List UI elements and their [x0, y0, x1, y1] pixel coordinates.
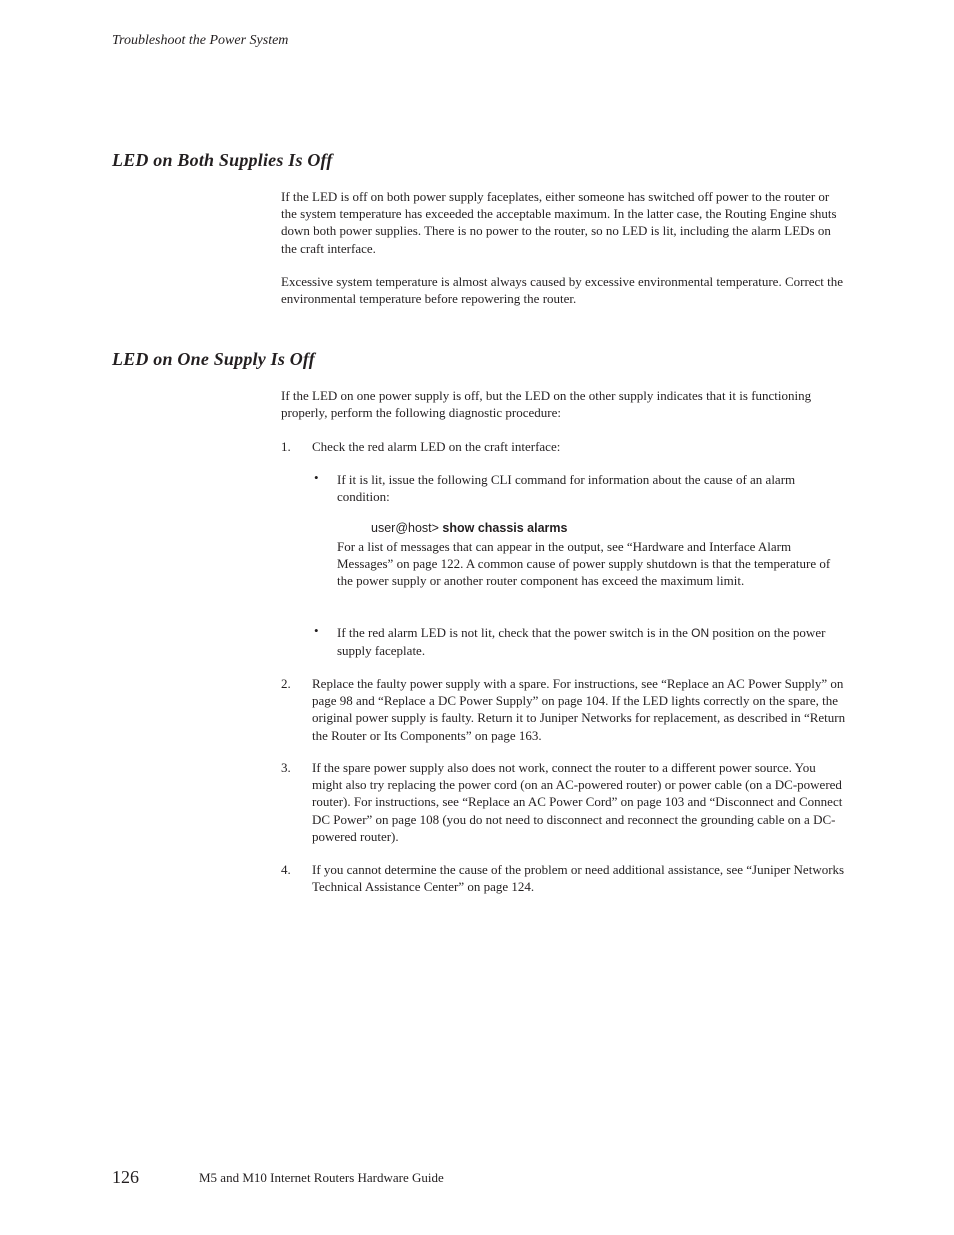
switch-label: ON	[691, 626, 710, 640]
step-number: 1.	[281, 439, 291, 454]
page-number: 126	[112, 1167, 139, 1187]
paragraph-both-off: If the LED is off on both power supply faceplates, either someone has switched off power to the router or the system temperature has exceeded the acceptable maximum. In the latter case, the Routing Engine shuts down both power supplies. There is no power to the router, so no LED is lit, including the alarm LEDs on the craft interface.	[281, 189, 837, 256]
step-number: 4.	[281, 862, 291, 877]
bullet-marker: •	[314, 623, 319, 638]
bullet-text-lit: If it is lit, issue the following CLI command for information about the cause of an alarm condition:	[337, 472, 796, 505]
book-title: M5 and M10 Internet Routers Hardware Guide	[199, 1170, 444, 1185]
bullet-text-part: position on the power supply faceplate.	[337, 625, 826, 659]
step-text: Check the red alarm LED on the craft interface:	[312, 439, 561, 454]
step-number: 2.	[281, 676, 291, 691]
bullet-text-not-lit	[337, 624, 845, 659]
step-number: 3.	[281, 760, 291, 775]
step-text: If the spare power supply also does not work, connect the router to a different power source. You might also try replacing the power cord (on an AC-powered router) or power cable (on a DC-powered router). For instructions, see “Replace an AC Power Cord” on page 103 and “Disconnect and Connect DC Power” on page 108 (you do not need to disconnect and reconnect the grounding cable on a DC-powered router).	[312, 760, 843, 844]
bullet-followup: For a list of messages that can appear in the output, see “Hardware and Interface Alarm Messages” on page 122. A common cause of power supply shutdown is that the temperature of the power supply or another router component has exceed the maximum limit.	[337, 539, 831, 589]
step-text: Replace the faulty power supply with a spare. For instructions, see “Replace an AC Power Supply” on page 98 and “Replace a DC Power Supply” on page 104. If the LED lights correctly on the spare, the original power supply is faulty. Return it to Juniper Networks for replacement, as described in “Return the Router or Its Components” on page 163.	[312, 676, 846, 743]
cli-command-text: show chassis alarms	[442, 521, 568, 535]
running-header: Troubleshoot the Power System	[112, 33, 289, 48]
paragraph-intro: If the LED on one power supply is off, but the LED on the other supply indicates that it is functioning properly, perform the following diagnostic procedure:	[281, 388, 812, 421]
cli-prompt: user@host>	[371, 521, 439, 535]
section-heading-both-off: LED on Both Supplies Is Off	[112, 150, 333, 170]
paragraph-temperature: Excessive system temperature is almost always caused by excessive environmental temperature. Correct the environmental temperature before repowering the router.	[281, 274, 844, 307]
section-heading-one-off: LED on One Supply Is Off	[112, 349, 315, 369]
cli-command	[371, 521, 568, 535]
bullet-marker: •	[314, 470, 319, 485]
bullet-text-part: If the red alarm LED is not lit, check that the power switch is in the	[337, 625, 688, 640]
step-text: If you cannot determine the cause of the problem or need additional assistance, see “Juniper Networks Technical Assistance Center” on page 124.	[312, 862, 845, 895]
